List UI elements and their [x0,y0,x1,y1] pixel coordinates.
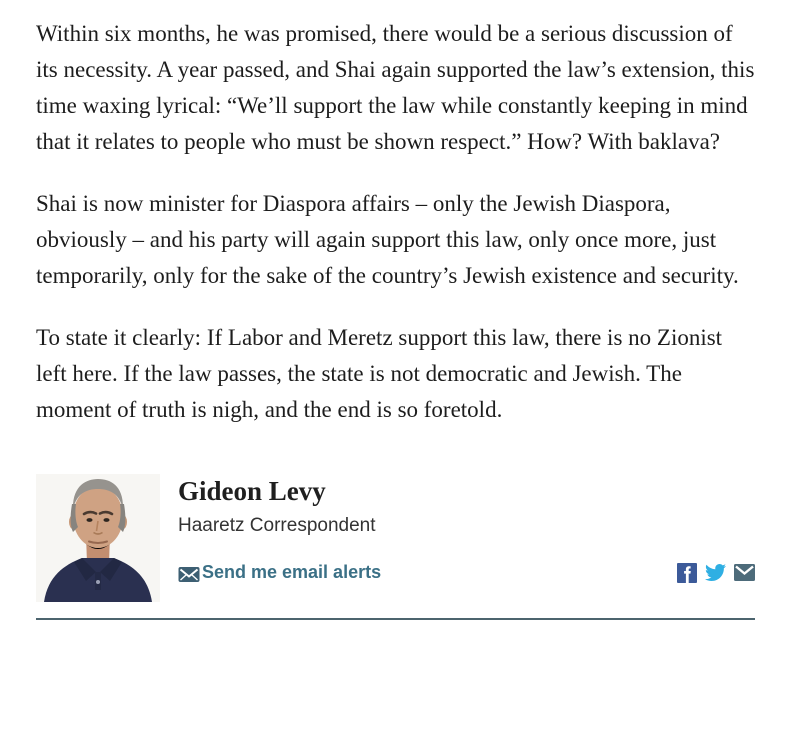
author-role: Haaretz Correspondent [178,515,376,536]
envelope-alert-icon [178,566,200,583]
mail-icon [734,564,755,581]
social-share-bar [677,562,755,583]
facebook-share-button[interactable] [677,563,697,583]
article-paragraph: Within six months, he was promised, there would be a serious discussion of its necessity. A year passed, and Shai again supported the law’s extension, this time waxing lyrical: “We’ll support the law while constantly keeping in mind that it relates to people who must be shown respect.” How? With baklava? [36,21,755,154]
facebook-icon [677,563,697,583]
author-actions-row [178,562,755,583]
section-divider [36,618,755,620]
article-body [36,16,755,428]
twitter-share-button[interactable] [703,562,728,583]
article-paragraph: Shai is now minister for Diaspora affairs – only the Jewish Diaspora, obviously – and his party will again support this law, only once more, just temporarily, only for the sake of the country’s Jewish existence and security. [36,191,739,288]
author-card [36,474,755,602]
author-photo [36,474,160,602]
twitter-icon [703,562,728,583]
author-info [178,474,755,602]
email-share-button[interactable] [734,564,755,581]
author-name: Gideon Levy [178,476,326,506]
article-paragraph: To state it clearly: If Labor and Meretz support this law, there is no Zionist left here. If the law passes, the state is not democratic and Jewish. The moment of truth is nigh, and the end is so foretold. [36,325,723,422]
email-alerts-label: Send me email alerts [202,562,382,582]
email-alerts-link[interactable] [178,562,381,583]
